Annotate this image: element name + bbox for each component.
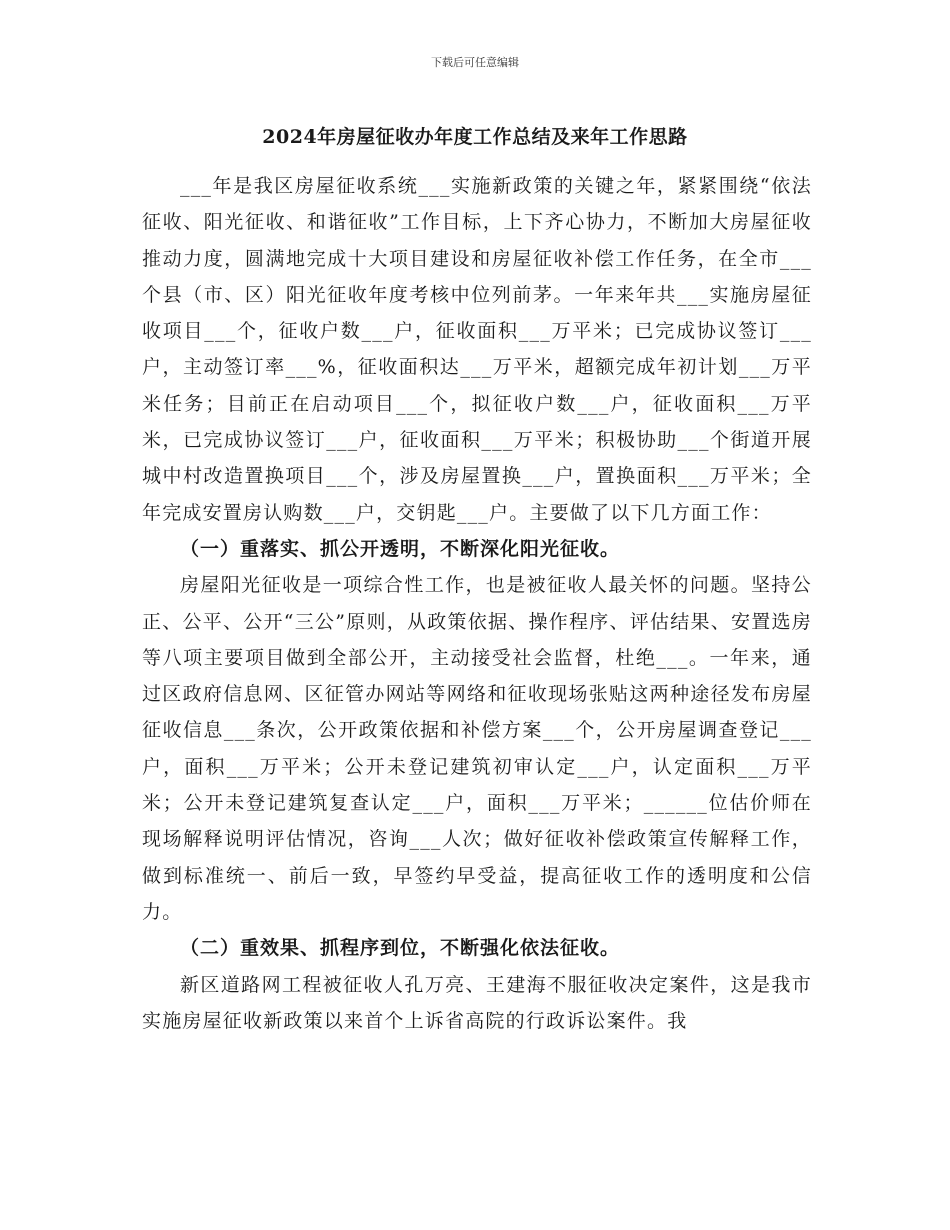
- section-1-heading: （一）重落实、抓公开透明，不断深化阳光征收。: [180, 537, 621, 560]
- section-2-heading: （二）重效果、抓程序到位，不断强化依法征收。: [180, 937, 621, 960]
- intro-paragraph: ___年是我区房屋征收系统___实施新政策的关键之年，紧紧围绕“依法征收、阳光征收、和谐征收”工作目标，上下齐心协力，不断加大房屋征收推动力度，圆满地完成十大项目建设和房屋征收补偿工作任务，在全市___个县（市、区）阳光征收年度考核中位列前茅。一年来年共___实施房屋征收项目___个，征收户数___户，征收面积___万平米；已完成协议签订___户，主动签订率___%，征收面积达___万平米，超额完成年初计划___万平米任务；目前正在启动项目___个，拟征收户数___户，征收面积___万平米，已完成协议签订___户，征收面积___万平米；积极协助___个街道开展城中村改造置换项目___个，涉及房屋置换___户，置换面积___万平米；全年完成安置房认购数___户，交钥匙___户。主要做了以下几方面工作：: [142, 175, 812, 524]
- page-header-note: 下载后可任意编辑: [431, 56, 519, 69]
- document-body: [142, 168, 812, 1039]
- section-1-paragraph: 房屋阳光征收是一项综合性工作，也是被征收人最关怀的问题。坚持公正、公平、公开“三公”原则，从政策依据、操作程序、评估结果、安置选房等八项主要项目做到全部公开，主动接受社会监督，杜绝___。一年来，通过区政府信息网、区征管办网站等网络和征收现场张贴这两种途径发布房屋征收信息___条次，公开政策依据和补偿方案___个，公开房屋调查登记___户，面积___万平米；公开未登记建筑初审认定___户，认定面积___万平米；公开未登记建筑复查认定___户，面积___万平米；______位估价师在现场解释说明评估情况，咨询___人次；做好征收补偿政策宣传解释工作，做到标准统一、前后一致，早签约早受益，提高征收工作的透明度和公信力。: [142, 574, 812, 923]
- document-title: 2024年房屋征收办年度工作总结及来年工作思路: [262, 126, 688, 148]
- section-2-paragraph: 新区道路网工程被征收人孔万亮、王建海不服征收决定案件，这是我市实施房屋征收新政策以来首个上诉省高院的行政诉讼案件。我: [142, 973, 812, 1032]
